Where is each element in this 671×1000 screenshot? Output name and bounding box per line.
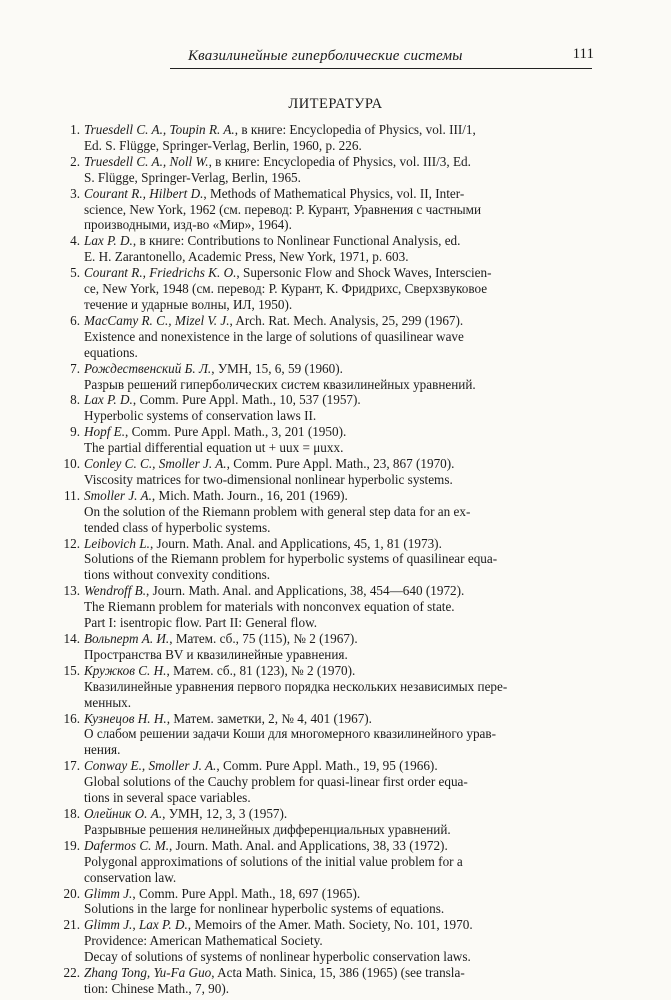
reference-item [58, 758, 598, 806]
reference-text: tions without convexity conditions. [84, 567, 271, 583]
reference-text: , Матем. заметки, 2, № 4, 401 (1967). [166, 710, 372, 726]
reference-text: , в книге: Encyclopedia of Physics, vol. III/1, [234, 122, 476, 137]
reference-line [84, 822, 598, 838]
reference-text: equations. [84, 344, 138, 360]
reference-text: ce, New York, 1948 (см. перевод: Р. Курант, К. Фридрихс, Сверхзвуковое [84, 281, 488, 297]
reference-number: 9. [70, 424, 80, 440]
reference-authors: Вольперт А. И. [84, 631, 170, 646]
reference-line [84, 361, 598, 377]
reference-number: 7. [70, 360, 80, 376]
reference-line [84, 440, 598, 456]
reference-line [84, 297, 598, 313]
reference-authors: Рождественский Б. Л. [84, 360, 212, 376]
reference-text: Providence: American Mathematical Society. [84, 933, 323, 949]
reference-text: О слабом решении задачи Коши для многомерного квазилинейного урав- [84, 726, 497, 742]
reference-text: , Матем. сб., 75 (115), № 2 (1967). [169, 631, 358, 646]
reference-line [84, 870, 598, 886]
reference-authors: Wendroff B. [84, 583, 147, 599]
reference-text: Solutions in the large for nonlinear hyperbolic systems of equations. [84, 901, 445, 917]
reference-authors: Lax P. D. [84, 233, 133, 249]
reference-item [58, 838, 598, 886]
reference-number: 20. [63, 885, 80, 901]
reference-number: 14. [63, 631, 80, 646]
reference-text: The Riemann problem for materials with nonconvex equation of state. [84, 599, 455, 615]
reference-authors: Truesdell C. A., Noll W. [84, 153, 209, 169]
reference-text: менных. [84, 694, 132, 710]
reference-item [58, 663, 598, 711]
reference-item [58, 806, 598, 838]
reference-text: Global solutions of the Cauchy problem for quasi-linear first order equa- [84, 774, 468, 790]
reference-authors: Glimm J., Lax P. D. [84, 917, 188, 933]
reference-item [58, 631, 598, 663]
reference-line [84, 329, 598, 345]
reference-text: Квазилинейные уравнения первого порядка нескольких независимых пере- [84, 678, 508, 694]
reference-line [84, 377, 598, 393]
reference-text: Разрывные решения нелинейных дифференциальных уравнений. [84, 821, 451, 837]
reference-text: Hyperbolic systems of conservation laws II. [84, 408, 317, 424]
reference-text: , Comm. Pure Appl. Math., 23, 867 (1970). [226, 456, 455, 472]
reference-item [58, 313, 598, 361]
reference-text: Existence and nonexistence in the large of solutions of quasilinear wave [84, 328, 464, 344]
reference-text: , Comm. Pure Appl. Math., 19, 95 (1966). [216, 758, 438, 774]
reference-item [58, 392, 598, 424]
reference-number: 17. [63, 758, 80, 774]
reference-text: , Journ. Math. Anal. and Applications, 45, 1, 81 (1973). [149, 535, 442, 551]
reference-item [58, 456, 598, 488]
reference-number: 22. [63, 965, 80, 981]
reference-line [84, 122, 598, 138]
reference-text: tion: Chinese Math., 7, 90). [84, 980, 230, 996]
reference-item [58, 122, 598, 154]
reference-line [84, 265, 598, 281]
reference-authors: Smoller J. A. [84, 487, 152, 503]
reference-line [84, 233, 598, 249]
reference-text: Ed. S. Flügge, Springer-Verlag, Berlin, 1960, p. 226. [84, 137, 362, 153]
reference-text: , в книге: Contributions to Nonlinear Functional Analysis, ed. [132, 233, 461, 249]
reference-item [58, 233, 598, 265]
reference-line [84, 456, 598, 472]
reference-text: течение и ударные волны, ИЛ, 1950). [84, 296, 293, 312]
reference-number: 6. [70, 312, 80, 328]
reference-number: 11. [64, 487, 80, 503]
reference-number: 8. [70, 392, 80, 408]
reference-line [84, 313, 598, 329]
reference-line [84, 488, 598, 504]
reference-line [84, 536, 598, 552]
reference-line [84, 965, 598, 981]
reference-line [84, 886, 598, 902]
reference-line [84, 504, 598, 520]
reference-authors: Кружков С. Н. [84, 662, 167, 678]
reference-text: On the solution of the Riemann problem with general step data for an ex- [84, 503, 471, 519]
reference-authors: Truesdell C. A., Toupin R. A. [84, 122, 235, 137]
reference-line [84, 345, 598, 361]
reference-line [84, 663, 598, 679]
reference-line [84, 520, 598, 536]
reference-text: , УМН, 15, 6, 59 (1960). [211, 360, 343, 376]
reference-text: E. H. Zarantonello, Academic Press, New York, 1971, p. 603. [84, 249, 409, 265]
reference-line [84, 981, 598, 997]
reference-text: производными, изд-во «Мир», 1964). [84, 217, 292, 233]
reference-line [84, 186, 598, 202]
reference-authors: Courant R., Friedrichs K. O. [84, 265, 237, 281]
reference-text: , Матем. сб., 81 (123), № 2 (1970). [166, 662, 356, 678]
reference-line [84, 949, 598, 965]
reference-item [58, 265, 598, 313]
reference-item [58, 917, 598, 965]
reference-text: Part I: isentropic flow. Part II: General flow. [84, 615, 318, 631]
reference-line [84, 742, 598, 758]
reference-line [84, 138, 598, 154]
reference-number: 1. [70, 122, 80, 137]
reference-text: Пространства BV и квазилинейные уравнения. [84, 646, 348, 662]
reference-number: 5. [70, 265, 80, 281]
reference-line [84, 647, 598, 663]
reference-item [58, 536, 598, 584]
reference-authors: Hopf E. [84, 424, 126, 440]
reference-line [84, 170, 598, 186]
reference-line [84, 631, 598, 647]
reference-authors: Кузнецов Н. Н. [84, 710, 167, 726]
reference-line [84, 217, 598, 233]
reference-line [84, 933, 598, 949]
reference-line [84, 154, 598, 170]
reference-authors: Dafermos C. M. [84, 837, 169, 853]
reference-text: , УМН, 12, 3, 3 (1957). [162, 805, 288, 821]
reference-text: нения. [84, 742, 121, 758]
reference-text: , Methods of Mathematical Physics, vol. II, Inter- [203, 185, 465, 201]
reference-item [58, 711, 598, 759]
reference-line [84, 599, 598, 615]
reference-list [58, 122, 598, 997]
reference-line [84, 726, 598, 742]
reference-line [84, 472, 598, 488]
reference-item [58, 488, 598, 536]
reference-number: 16. [63, 710, 80, 726]
reference-item [58, 583, 598, 631]
reference-text: tions in several space variables. [84, 790, 251, 806]
reference-item [58, 186, 598, 234]
reference-item [58, 361, 598, 393]
reference-line [84, 408, 598, 424]
page-number: 111 [572, 46, 594, 62]
reference-number: 13. [63, 583, 80, 599]
reference-text: science, New York, 1962 (см. перевод: Р. Курант, Уравнения с частными [84, 201, 482, 217]
reference-authors: Leibovich L. [84, 535, 150, 551]
reference-line [84, 424, 598, 440]
reference-line [84, 695, 598, 711]
reference-text: Разрыв решений гиперболических систем квазилинейных уравнений. [84, 376, 476, 392]
reference-text: conservation law. [84, 869, 177, 885]
reference-number: 18. [63, 805, 80, 821]
reference-text: , Memoirs of the Amer. Math. Society, No. 101, 1970. [187, 917, 473, 933]
reference-line [84, 711, 598, 727]
reference-authors: Conley C. C., Smoller J. A. [84, 456, 227, 472]
reference-line [84, 583, 598, 599]
reference-text: Solutions of the Riemann problem for hyperbolic systems of quasilinear equa- [84, 551, 498, 567]
reference-text: Polygonal approximations of solutions of the initial value problem for a [84, 853, 463, 869]
reference-line [84, 806, 598, 822]
reference-line [84, 838, 598, 854]
reference-line [84, 202, 598, 218]
reference-text: Viscosity matrices for two-dimensional nonlinear hyperbolic systems. [84, 471, 453, 487]
reference-text: , Supersonic Flow and Shock Waves, Interscien- [236, 265, 492, 281]
reference-line [84, 551, 598, 567]
reference-text: , в книге: Encyclopedia of Physics, vol. III/3, Ed. [208, 153, 471, 169]
reference-number: 15. [63, 662, 80, 678]
reference-item [58, 886, 598, 918]
running-title: Квазилинейные гиперболические системы [188, 48, 463, 64]
reference-authors: MacCamy R. C., Mizel V. J. [84, 312, 230, 328]
reference-line [84, 615, 598, 631]
reference-text: , Journ. Math. Anal. and Applications, 38, 33 (1972). [169, 837, 448, 853]
reference-number: 19. [63, 837, 80, 853]
reference-authors: Zhang Tong, Yu-Fa Guo [84, 965, 212, 981]
reference-authors: Олейник О. А. [84, 805, 163, 821]
reference-text: , Comm. Pure Appl. Math., 3, 201 (1950). [125, 424, 347, 440]
reference-number: 3. [70, 185, 80, 201]
reference-authors: Conway E., Smoller J. A. [84, 758, 217, 774]
reference-text: , Journ. Math. Anal. and Applications, 38, 454—640 (1972). [146, 583, 465, 599]
reference-item [58, 424, 598, 456]
reference-text: The partial differential equation ut + uux = μuxx. [84, 440, 344, 456]
reference-item [58, 965, 598, 997]
reference-text: Decay of solutions of systems of nonlinear hyperbolic conservation laws. [84, 949, 471, 965]
reference-text: S. Flügge, Springer-Verlag, Berlin, 1965. [84, 169, 301, 185]
reference-line [84, 567, 598, 583]
reference-number: 10. [63, 456, 80, 472]
reference-text: , Acta Math. Sinica, 15, 386 (1965) (see transla- [211, 965, 465, 981]
reference-line [84, 281, 598, 297]
running-header [170, 46, 592, 69]
reference-line [84, 917, 598, 933]
reference-item [58, 154, 598, 186]
section-title: ЛИТЕРАТУРА [288, 96, 383, 112]
reference-line [84, 758, 598, 774]
reference-authors: Glimm J. [84, 885, 133, 901]
reference-number: 4. [70, 233, 80, 249]
reference-text: , Comm. Pure Appl. Math., 10, 537 (1957). [132, 392, 361, 408]
reference-number: 2. [70, 153, 80, 169]
reference-authors: Lax P. D. [84, 392, 133, 408]
reference-line [84, 774, 598, 790]
reference-line [84, 249, 598, 265]
reference-text: , Mich. Math. Journ., 16, 201 (1969). [151, 487, 348, 503]
reference-authors: Courant R., Hilbert D. [84, 185, 204, 201]
reference-line [84, 854, 598, 870]
reference-line [84, 901, 598, 917]
reference-number: 21. [63, 917, 80, 933]
reference-number: 12. [63, 535, 80, 551]
reference-line [84, 790, 598, 806]
reference-text: tended class of hyperbolic systems. [84, 519, 271, 535]
reference-text: , Arch. Rat. Mech. Analysis, 25, 299 (1967). [229, 312, 464, 328]
reference-line [84, 392, 598, 408]
reference-text: , Comm. Pure Appl. Math., 18, 697 (1965). [132, 885, 361, 901]
reference-line [84, 679, 598, 695]
